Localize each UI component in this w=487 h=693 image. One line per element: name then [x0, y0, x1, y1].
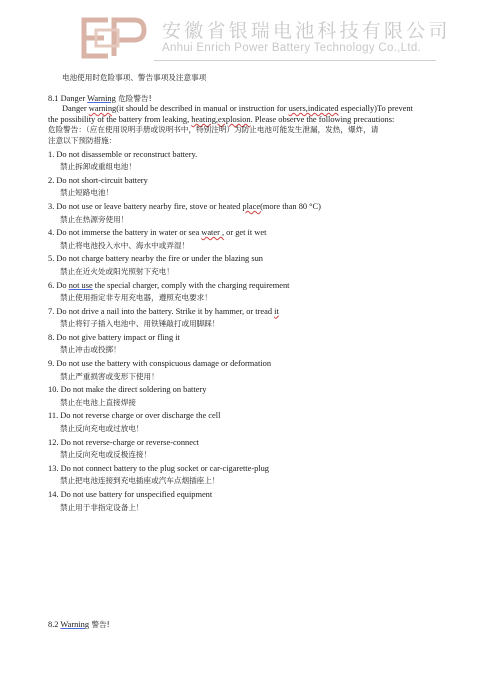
section-8-1-heading: 8.1 Danger Warning 危险警告! [48, 93, 152, 103]
item-cn: 禁止冲击或投掷！ [60, 345, 121, 355]
list-item [48, 202, 476, 225]
list-item [48, 464, 476, 487]
item-cn: 禁止严重损害或变形下使用！ [60, 371, 159, 381]
section-8-2-heading: 8.2 Warning 警告! [48, 620, 110, 630]
section-8-1 [48, 94, 476, 147]
item-cn: 禁止将钉子插入电池中、用铁锤敲打或用脚踩！ [60, 319, 220, 329]
item-en: 1. Do not disassemble or reconstruct battery. [48, 149, 198, 159]
item-en: 4. Do not immerse the battery in water or sea water , or get it wet [48, 228, 267, 238]
item-en: 2. Do not short-circuit battery [48, 175, 148, 185]
item-cn: 禁止用于非指定设备上！ [60, 502, 144, 512]
item-en: 10. Do not make the direct soldering on battery [48, 385, 207, 395]
item-cn: 禁止拆卸或重组电池！ [60, 162, 136, 172]
item-cn: 禁止反向充电或反极连接！ [60, 450, 152, 460]
section-8-1-line-2: the possibility of the battery from leaking, heating,explosion. Please observe the following precautions: [48, 114, 395, 124]
document-title: 电池使用时危险事项、警告事项及注意事项 [62, 73, 207, 82]
item-en: 12. Do not reverse-charge or reverse-connect [48, 437, 199, 447]
item-cn: 禁止把电池连接到充电插座或汽车点烟插座上！ [60, 476, 220, 486]
item-en: 5. Do not charge battery nearby the fire or under the blazing sun [48, 254, 263, 264]
list-item [48, 254, 476, 277]
item-cn: 禁止使用指定非专用充电器，遵照充电要求！ [60, 293, 212, 303]
item-en: 8. Do not give battery impact or fling it [48, 332, 180, 342]
item-en: 11. Do not reverse charge or over discharge the cell [48, 411, 221, 421]
item-en: 9. Do not use the battery with conspicuous damage or deformation [48, 359, 272, 369]
item-cn: 禁止反向充电或过放电！ [60, 424, 144, 434]
item-cn: 禁止将电池投入水中、海水中或弄湿！ [60, 240, 190, 250]
section-8-1-line-3: 危险警告：（应在使用说明手册或说明书中，特别注明）为防止电池可能发生泄漏，发热，爆炸，请 [48, 125, 379, 135]
list-item [48, 307, 476, 330]
list-item [48, 438, 476, 461]
list-item [48, 281, 476, 304]
list-item [48, 228, 476, 251]
list-item [48, 359, 476, 382]
list-item [48, 411, 476, 434]
item-cn: 禁止在电池上直接焊接 [60, 397, 136, 407]
item-cn: 禁止在近火处或阳光照射下充电！ [60, 266, 174, 276]
precaution-list [48, 150, 476, 514]
company-name-en: Anhui Enrich Power Battery Technology Co.,Ltd. [162, 42, 422, 54]
company-name-cn: 安徽省银瑞电池科技有限公司 [162, 20, 451, 42]
item-en: 13. Do not connect battery to the plug socket or car-cigarette-plug [48, 463, 269, 473]
document-body [48, 73, 476, 631]
header-divider [154, 60, 436, 61]
company-logo [78, 14, 148, 62]
item-en: 3. Do not use or leave battery nearby fire, stove or heated place(more than 80 °C) [48, 201, 321, 211]
item-en: 7. Do not drive a nail into the battery. Strike it by hammer, or tread it [48, 306, 279, 316]
list-item [48, 150, 476, 173]
list-item [48, 490, 476, 513]
item-cn: 禁止在热源旁使用！ [60, 214, 129, 224]
list-item [48, 385, 476, 408]
section-8-1-line-1: Danger warning(it should be described in manual or instruction for users,indicated especially)To prevent [62, 104, 413, 114]
section-8-1-line-4: 注意以下预防措施： [48, 135, 117, 145]
list-item [48, 333, 476, 356]
list-item [48, 176, 476, 199]
item-en: 14. Do not use battery for unspecified equipment [48, 490, 213, 499]
item-cn: 禁止短路电池！ [60, 188, 114, 198]
blank-space [48, 513, 476, 620]
item-en: 6. Do not use the special charger, comply with the charging requirement [48, 280, 290, 290]
